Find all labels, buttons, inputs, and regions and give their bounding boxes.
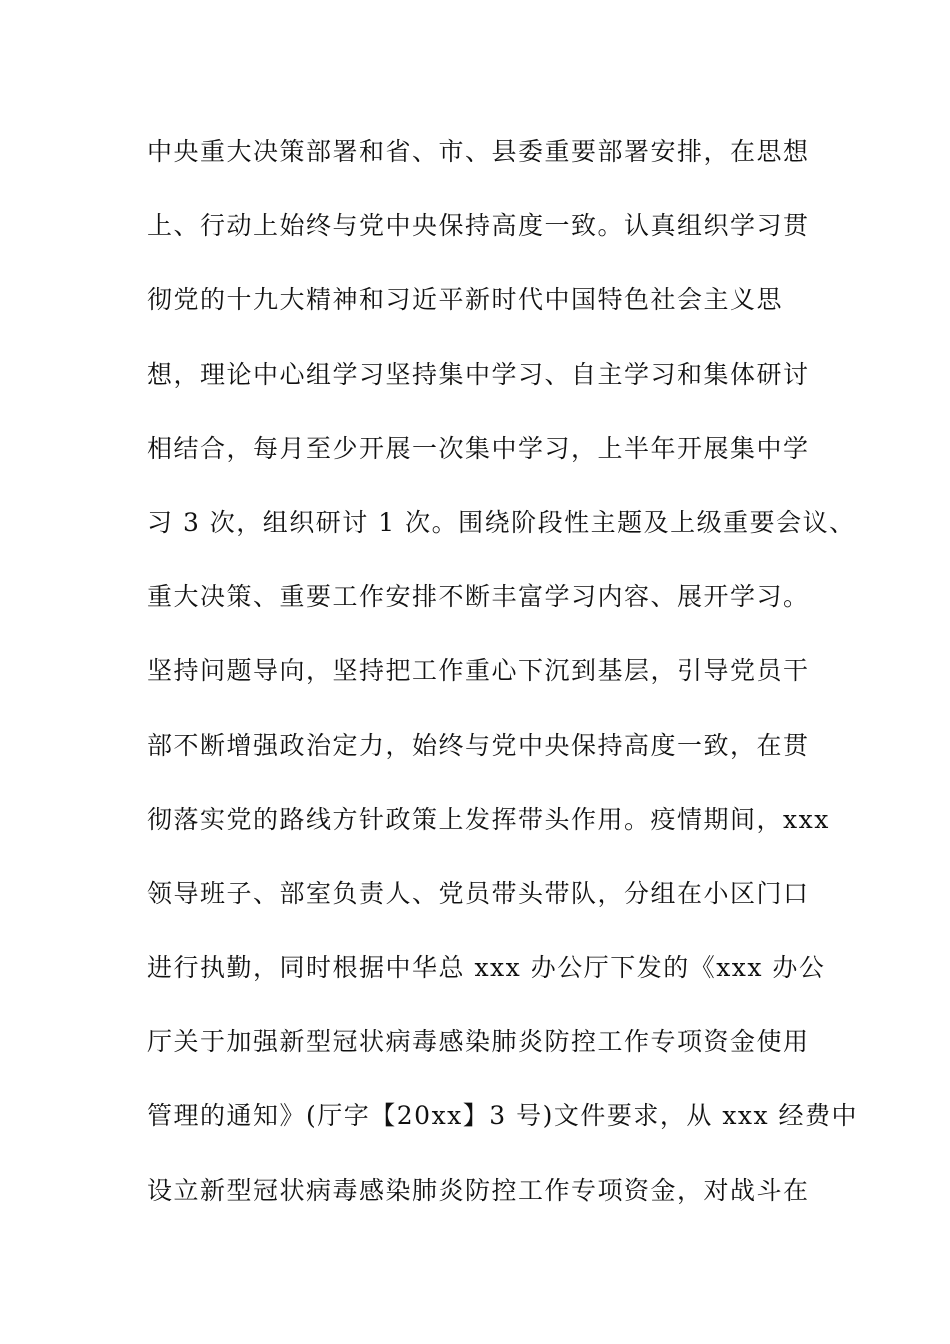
text-line: 进行执勤，同时根据中华总 xxx 办公厅下发的《xxx 办公 (147, 953, 826, 983)
text-line: 重大决策、重要工作安排不断丰富学习内容、展开学习。 (147, 582, 810, 612)
text-line: 中央重大决策部署和省、市、县委重要部署安排，在思想 (147, 137, 810, 166)
text-line: 领导班子、部室负责人、党员带头带队，分组在小区门口 (147, 878, 810, 908)
text-line: 彻落实党的路线方针政策上发挥带头作用。疫情期间，xxx (147, 804, 830, 834)
text-line: 厅关于加强新型冠状病毒感染肺炎防控工作专项资金使用 (147, 1027, 810, 1057)
text-line: 设立新型冠状病毒感染肺炎防控工作专项资金，对战斗在 (147, 1175, 810, 1205)
text-line: 想，理论中心组学习坚持集中学习、自主学习和集体研讨 (147, 359, 810, 389)
text-line: 上、行动上始终与党中央保持高度一致。认真组织学习贯 (147, 211, 810, 241)
text-line: 相结合，每月至少开展一次集中学习，上半年开展集中学 (147, 433, 810, 463)
text-line: 习 3 次，组织研讨 1 次。围绕阶段性主题及上级重要会议、 (147, 507, 856, 537)
text-line: 管理的通知》(厅字【20xx】3 号)文件要求，从 xxx 经费中 (147, 1101, 859, 1131)
text-line: 彻党的十九大精神和习近平新时代中国特色社会主义思 (147, 285, 784, 315)
text-line: 部不断增强政治定力，始终与党中央保持高度一致，在贯 (147, 730, 810, 760)
body-paragraph (147, 130, 859, 1243)
text-line: 坚持问题导向，坚持把工作重心下沉到基层，引导党员干 (147, 656, 810, 686)
